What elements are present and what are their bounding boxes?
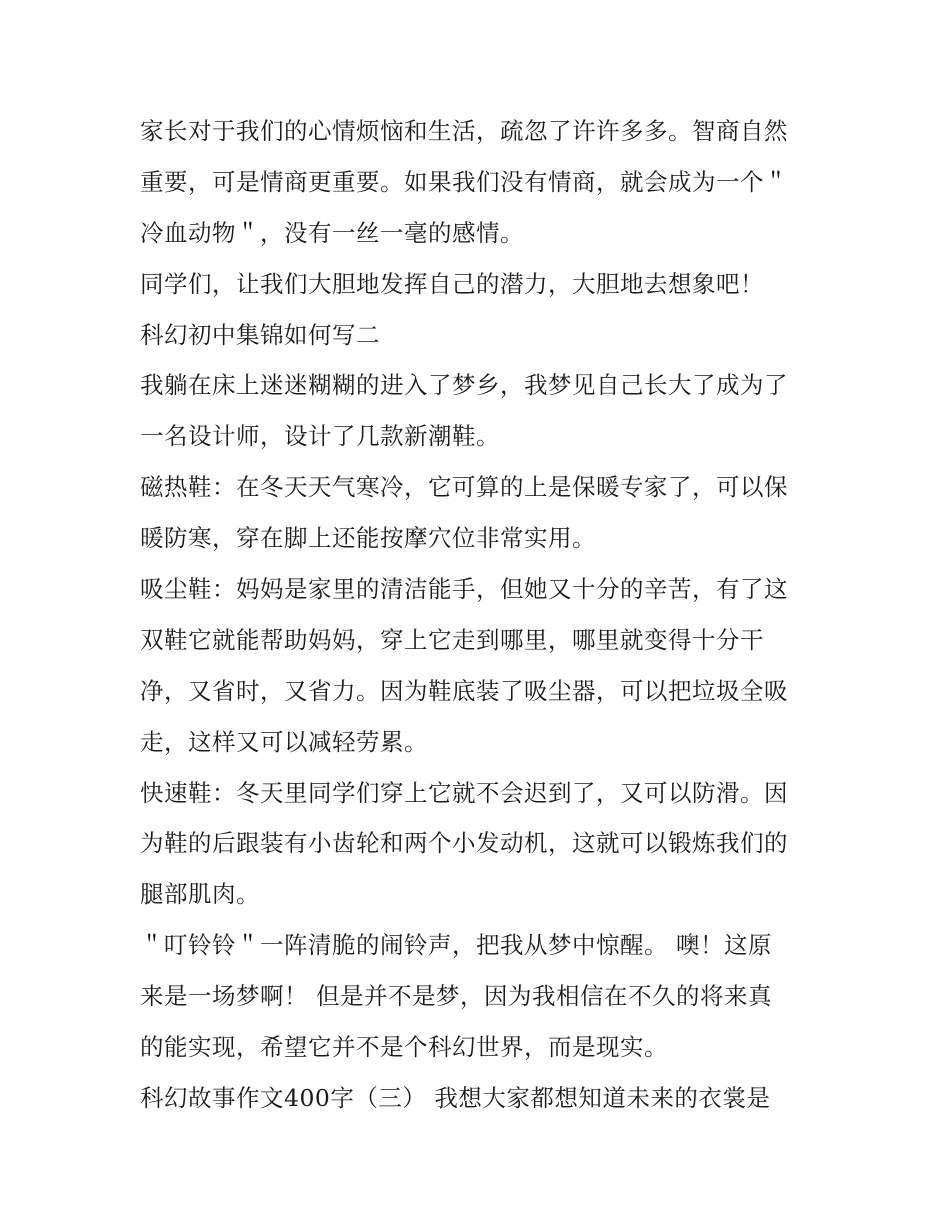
- text-line: ＂叮铃铃＂一阵清脆的闹铃声，把我从梦中惊醒。 噢！这原: [140, 931, 772, 960]
- text-line: 快速鞋：冬天里同学们穿上它就不会迟到了，又可以防滑。因: [140, 778, 788, 807]
- section-heading: 科幻初中集锦如何写二: [140, 320, 380, 349]
- text-line: 走，这样又可以减轻劳累。: [140, 727, 428, 756]
- text-line: 腿部肌肉。: [140, 880, 260, 909]
- text-line: 为鞋的后跟装有小齿轮和两个小发动机，这就可以锻炼我们的: [140, 829, 788, 858]
- text-line: 吸尘鞋：妈妈是家里的清洁能手，但她又十分的辛苦，有了这: [140, 575, 788, 604]
- text-line: 暖防寒，穿在脚上还能按摩穴位非常实用。: [140, 524, 596, 553]
- text-line: 家长对于我们的心情烦恼和生活，疏忽了许许多多。智商自然: [140, 117, 788, 145]
- text-line: 科幻故事作文400字（三） 我想大家都想知道未来的衣裳是: [140, 1083, 771, 1112]
- text-line: 一名设计师，设计了几款新潮鞋。: [140, 422, 500, 451]
- text-line: 的能实现，希望它并不是个科幻世界，而是现实。: [140, 1033, 668, 1062]
- text-line: 来是一场梦啊！ 但是并不是梦，因为我相信在不久的将来真: [140, 982, 772, 1011]
- text-line: 同学们，让我们大胆地发挥自己的潜力，大胆地去想象吧！: [140, 269, 764, 298]
- text-line: 净，又省时，又省力。因为鞋底装了吸尘器，可以把垃圾全吸: [140, 676, 788, 705]
- text-line: 我躺在床上迷迷糊糊的进入了梦乡，我梦见自己长大了成为了: [140, 371, 788, 400]
- text-line: 重要，可是情商更重要。如果我们没有情商，就会成为一个＂: [140, 167, 788, 196]
- text-line: 冷血动物＂，没有一丝一毫的感情。: [140, 218, 524, 247]
- text-line: 磁热鞋：在冬天天气寒冷，它可算的上是保暖专家了，可以保: [140, 473, 788, 502]
- document-body: [140, 106, 812, 1124]
- text-line: 双鞋它就能帮助妈妈，穿上它走到哪里，哪里就变得十分干: [140, 625, 764, 654]
